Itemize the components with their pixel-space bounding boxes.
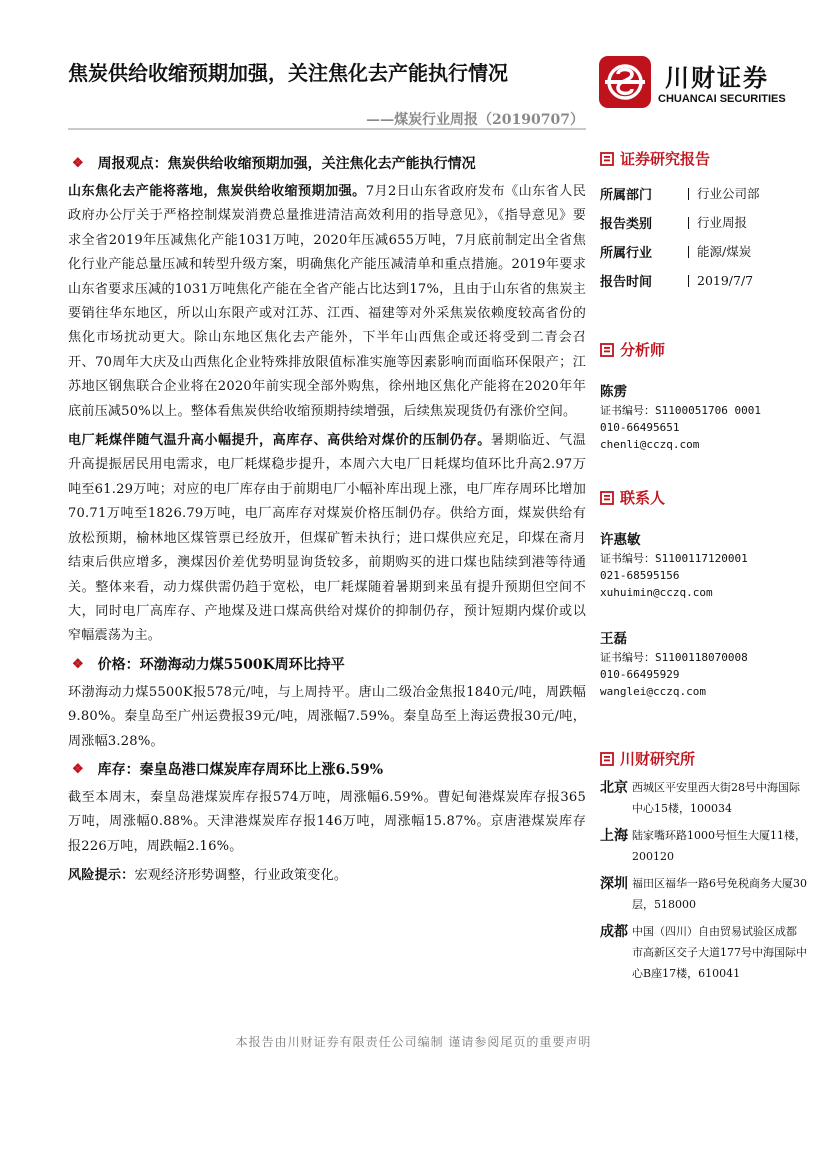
sidebar [600,148,810,990]
diamond-bullet-icon: ❖ [72,156,84,171]
contact-name: 王磊 [600,631,627,647]
info-row [600,179,810,208]
paragraph-lead: 山东焦化去产能将落地，焦炭供给收缩预期加强。 [68,184,366,199]
contact-cert: 证书编号：S1100117120001 [600,552,748,565]
page-footer: 本报告由川财证券有限责任公司编制 谨请参阅尾页的重要声明 [235,1035,592,1049]
paragraph-body: 暑期临近、气温升高提振居民用电需求，电厂耗煤稳步提升，本周六大电厂日耗煤均值环比升高2.97万吨至61.29万吨；对应的电厂库存由于前期电厂小幅补库出现上涨，电厂库存周环比增加70.71万吨至1826.79万吨，电厂高库存对煤炭价格压制仍存。供给方面，煤炭供给有放松预期，榆林地区煤管票已经放开，但煤矿暂未执行；进口煤供应充足，印煤在斋月结束后供应增多，澳煤因价差优势明显询货较多，前期购买的进口煤也陆续到港等待通关。整体来看，动力煤供需仍趋于宽松，电厂耗煤随着暑期到来虽有提升预期但空间不大，同时电厂高库存、产地煤及进口煤高供给对煤价的抑制仍存，预计短期内煤价或以窄幅震荡为主。 [68,433,586,644]
office-item [600,921,810,984]
analyst-email[interactable]: chenli@cczq.com [600,438,700,451]
diamond-bullet-icon: ❖ [72,761,84,777]
diamond-bullet-icon: ❖ [72,656,84,672]
report-document-icon [600,152,614,166]
sidebar-heading-contact: 联系人 [600,487,810,508]
report-info-list [600,179,810,295]
section-heading-text: 价格：环渤海动力煤5500K周环比持平 [97,656,345,673]
contact-card [600,627,810,700]
paragraph-power-plant [68,429,586,649]
office-address: 中国（四川）自由贸易试验区成都市高新区交子大道177号中海国际中心B座17楼，610041 [632,925,807,980]
office-address: 陆家嘴环路1000号恒生大厦11楼，200120 [632,829,806,863]
analyst-card [600,380,810,453]
info-value: 行业公司部 [688,188,760,200]
sidebar-heading-report: 证券研究报告 [600,148,810,169]
company-name-cn: 川财证券 [665,64,769,92]
paragraph-price: 环渤海动力煤5500K报578元/吨，与上周持平。唐山二级冶金焦报1840元/吨，周跌幅9.80%。秦皇岛至广州运费报39元/吨，周涨幅7.59%。秦皇岛至上海运费报30元/吨，周涨幅3.28%。 [68,684,586,749]
office-address: 福田区福华一路6号免税商务大厦30层，518000 [632,877,807,911]
company-logo [597,52,797,112]
paragraph-body: 7月2日山东省政府发布《山东省人民政府办公厅关于严格控制煤炭消费总量推进清洁高效利用的指导意见》，《指导意见》要求全省2019年压减焦化产能1031万吨，2020年压减655万吨，7月底前制定出全省焦化行业产能总量压减和转型升级方案，明确焦化产能压减清单和重点措施。2019年要求山东省要求压减的1031万吨焦化产能在全省产能占比达到17%，且由于山东省的焦炭主要销往华东地区，所以山东限产或对江苏、江西、福建等对外采焦炭依赖度较高省份的焦化市场扰动更大。除山东地区焦化去产能外，下半年山西焦企或还将受到二青会召开、70周年大庆及山西焦化企业特殊排放限值标准实施等因素影响而面临环保限产；江苏地区钢焦联合企业将在2020年前实现全部外购焦，徐州地区焦化产能将在2020年年底前压减50%以上。整体看焦炭供给收缩预期持续增强，后续焦炭现货仍有涨价空间。 [68,184,587,419]
contact-email[interactable]: wanglei@cczq.com [600,685,706,698]
office-item [600,825,810,867]
contact-phone: 010-66495929 [600,668,680,681]
info-value: 行业周报 [688,217,747,229]
analyst-phone: 010-66495651 [600,421,680,434]
contact-icon [600,491,614,505]
office-city: 深圳 [600,876,628,892]
info-value: 2019/7/7 [688,275,753,287]
company-name-en: CHUANCAI SECURITIES [658,93,786,105]
info-value: 能源/煤炭 [688,246,751,258]
info-row [600,266,810,295]
section-heading-view [68,154,586,174]
header-divider [68,128,586,130]
section-heading-price [68,655,586,675]
info-key: 报告时间 [600,275,653,290]
main-content [68,148,586,894]
section-heading-inventory [68,760,586,780]
sidebar-heading-analyst: 分析师 [600,339,810,360]
office-city: 上海 [600,828,628,844]
contact-cert: 证书编号：S1100118070008 [600,651,748,664]
office-address: 西城区平安里西大街28号中海国际中心15楼，100034 [632,781,800,815]
sidebar-heading-institute: 川财研究所 [600,748,810,769]
risk-text: 宏观经济形势调整，行业政策变化。 [134,868,348,884]
office-city: 北京 [600,780,628,796]
info-key: 所属部门 [600,188,653,203]
analyst-icon [600,343,614,357]
office-item [600,873,810,915]
section-heading-text: 库存：秦皇岛港口煤炭库存周环比上涨6.59% [97,761,384,778]
info-key: 报告类别 [600,217,653,232]
info-row [600,208,810,237]
contact-email[interactable]: xuhuimin@cczq.com [600,586,713,599]
paragraph-inventory: 截至本周末，秦皇岛港煤炭库存报574万吨，周涨幅6.59%。曹妃甸港煤炭库存报365万吨，周涨幅0.88%。天津港煤炭库存报146万吨，周涨幅15.87%。京唐港煤炭库存报226万吨，周跌幅2.16%。 [68,789,586,854]
contact-card [600,528,810,601]
paragraph-lead: 电厂耗煤伴随气温升高小幅提升，高库存、高供给对煤价的压制仍存。 [68,433,491,449]
section-heading-text: 周报观点：焦炭供给收缩预期加强，关注焦化去产能执行情况 [97,156,476,172]
contact-name: 许惠敏 [600,532,641,548]
analyst-cert: 证书编号：S1100051706 0001 [600,404,761,417]
office-city: 成都 [600,924,628,940]
office-item [600,777,810,819]
office-list [600,777,810,984]
report-subtitle: ——煤炭行业周报（20190707） [366,112,584,128]
info-row [600,237,810,266]
risk-label: 风险提示： [68,868,135,884]
contact-phone: 021-68595156 [600,569,680,582]
paragraph-shandong [68,180,586,424]
report-title: 焦炭供给收缩预期加强，关注焦化去产能执行情况 [68,61,508,85]
risk-warning [68,864,586,888]
company-logo-mark-icon [597,54,653,110]
analyst-name: 陈雳 [600,384,627,400]
institute-icon [600,752,614,766]
info-key: 所属行业 [600,246,653,261]
